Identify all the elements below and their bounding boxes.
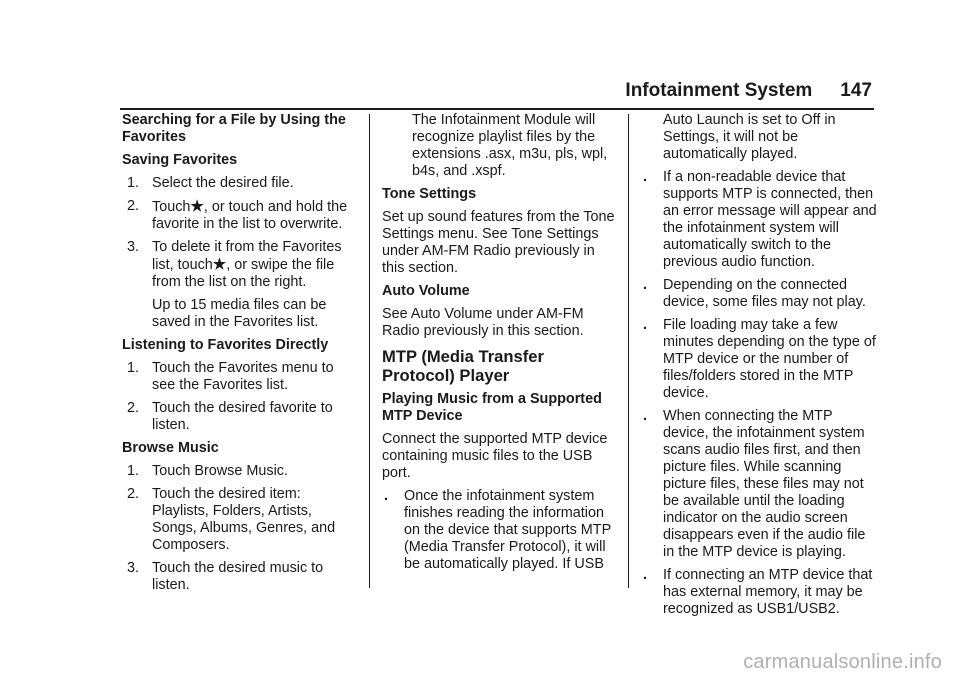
bullet: .: [643, 317, 647, 333]
bullet: .: [384, 488, 388, 504]
list-item: 2. Touch★, or touch and hold the favorite in the list to overwrite.: [127, 198, 348, 232]
tone-settings-text: Set up sound features from the Tone Settings menu. See Tone Settings under AM-FM Radio previously in this section.: [382, 209, 615, 276]
heading-browse-music: Browse Music: [122, 440, 219, 456]
list-item: 1. Touch the Favorites menu to see the Favorites list.: [127, 360, 334, 393]
page-header: [625, 80, 872, 102]
usb-continuation: Auto Launch is set to Off in Settings, it will not be automatically played.: [663, 112, 836, 162]
auto-volume-text: See Auto Volume under AM-FM Radio previously in this section.: [382, 306, 584, 339]
page-number: 147: [840, 80, 872, 101]
list-item: 2. Touch the desired item: Playlists, Folders, Artists, Songs, Albums, Genres, and Composers.: [127, 486, 336, 553]
playlist-continuation: The Infotainment Module will recognize playlist files by the extensions .asx, m3u, pls, wpl, b4s, and .xspf.: [412, 112, 608, 179]
list-item: . File loading may take a few minutes depending on the type of MTP device or the number of files/folders stored in the MTP device.: [643, 317, 876, 401]
heading-auto-volume: Auto Volume: [382, 283, 470, 299]
bullet: .: [643, 408, 647, 424]
list-item: 1. Select the desired file.: [127, 175, 294, 191]
column-2: [382, 112, 618, 579]
list-item: 3. To delete it from the Favorites list, touch★, or swipe the file from the list on the right.: [127, 239, 342, 290]
list-item: . When connecting the MTP device, the infotainment system scans audio files first, and then picture files. While scanning picture files, these files may not be available until the loading indicator on the audio screen disappears even if the audio file in the MTP device is playing.: [643, 408, 866, 560]
bullet: .: [643, 567, 647, 583]
header-rule: [120, 108, 874, 110]
heading-search-favorites: Searching for a File by Using the Favorites: [122, 112, 346, 145]
bullet: .: [643, 169, 647, 185]
bullet: .: [643, 277, 647, 293]
list-item: 1. Touch Browse Music.: [127, 463, 288, 479]
watermark: carmanualsonline.info: [743, 651, 942, 673]
heading-listening-favorites: Listening to Favorites Directly: [122, 337, 329, 353]
save-note: Up to 15 media files can be saved in the Favorites list.: [152, 297, 327, 330]
list-item: . Once the infotainment system finishes reading the information on the device that supports MTP (Media Transfer Protocol), it will be automatically played. If USB: [384, 488, 611, 572]
connect-mtp-text: Connect the supported MTP device containing music files to the USB port.: [382, 431, 608, 481]
list-item: . If connecting an MTP device that has external memory, it may be recognized as USB1/USB2.: [643, 567, 873, 617]
star-icon: ★: [190, 198, 204, 215]
column-3: [641, 112, 877, 624]
heading-mtp-player: MTP (Media Transfer Protocol) Player: [382, 347, 544, 385]
column-divider-1: [369, 114, 370, 588]
list-item: . If a non-readable device that supports MTP is connected, then an error message will appear and the infotainment system will automatically switch to the previous audio function.: [643, 169, 877, 270]
column-divider-2: [628, 114, 629, 588]
list-item: 2. Touch the desired favorite to listen.: [127, 400, 333, 433]
heading-playing-mtp: Playing Music from a Supported MTP Device: [382, 391, 602, 424]
heading-saving-favorites: Saving Favorites: [122, 152, 238, 168]
section-title: Infotainment System: [625, 80, 813, 101]
column-1: [122, 112, 358, 600]
star-icon: ★: [212, 256, 227, 273]
list-item: . Depending on the connected device, some files may not play.: [643, 277, 866, 310]
heading-tone-settings: Tone Settings: [382, 186, 477, 202]
list-item: 3. Touch the desired music to listen.: [127, 560, 324, 593]
